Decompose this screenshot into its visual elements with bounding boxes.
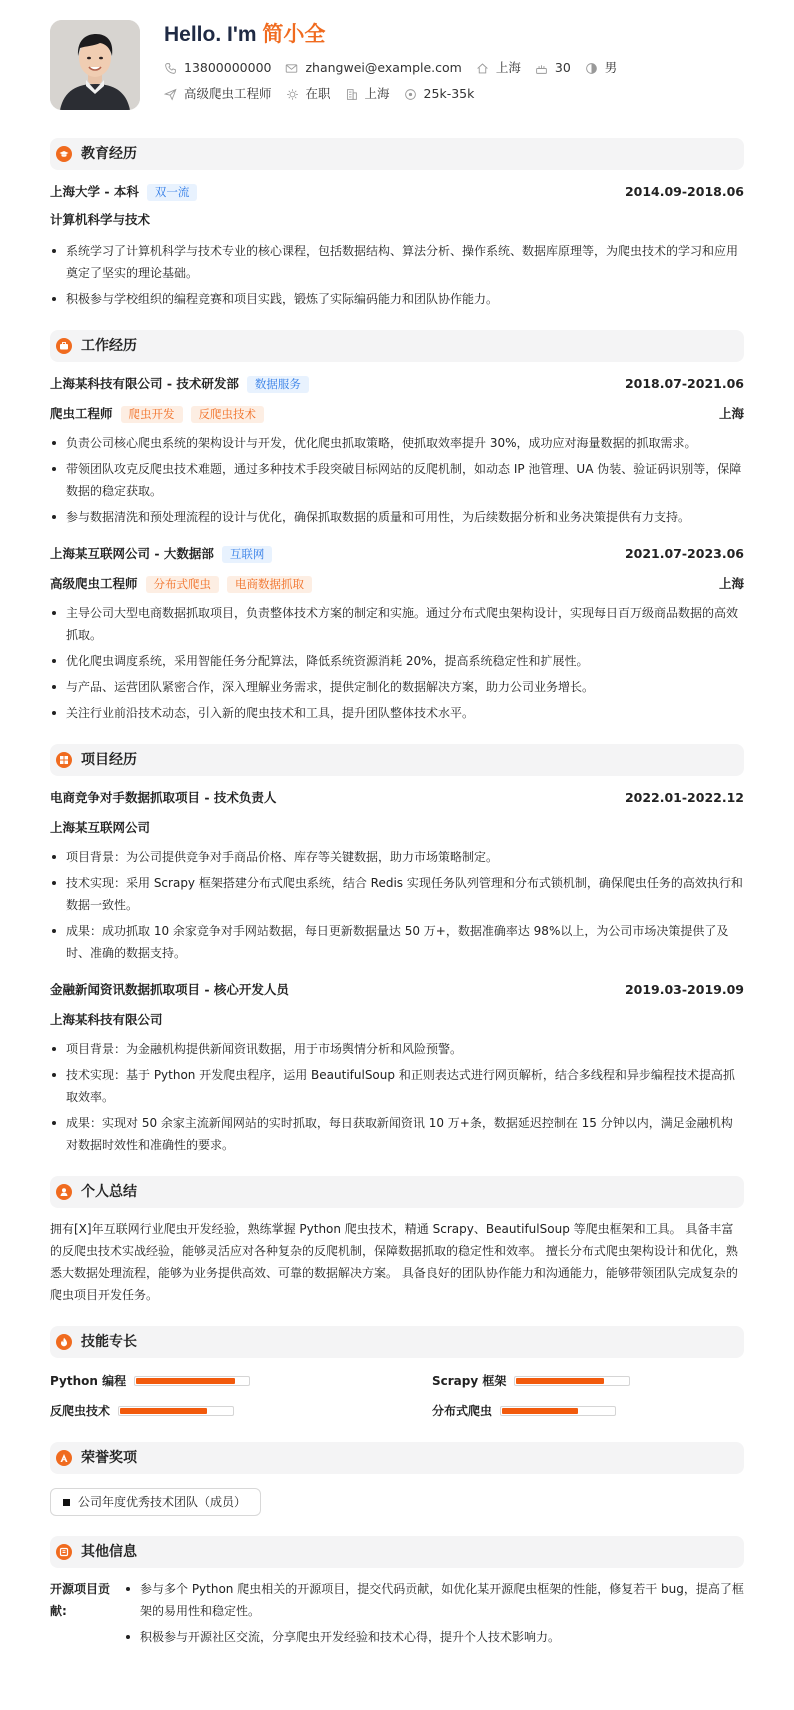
skill-bar [514,1376,630,1386]
home-icon [476,62,489,75]
gender-value: 男 [604,60,618,76]
project-entry [50,786,744,964]
section-title: 项目经历 [81,751,137,768]
honors-section [50,1442,744,1516]
user-icon [56,1184,72,1200]
skill-bar-fill [136,1378,235,1384]
other-label: 开源项目贡献: [50,1582,111,1618]
job-entry [50,372,744,528]
skill-label: 分布式爬虫 [432,1403,493,1418]
project-date: 2022.01-2022.12 [624,790,744,806]
projects-section [50,744,744,1156]
list-item: 技术实现：采用 Scrapy 框架搭建分布式爬虫系统，结合 Redis 实现任务队列管理和分布式锁机制，确保爬虫任务的高效执行和数据一致性。 [50,872,744,916]
email-address: zhangwei@example.com [305,60,462,76]
gender-icon [585,62,598,75]
list-item: 系统学习了计算机科学与技术专业的核心课程，包括数据结构、算法分析、操作系统、数据库原理等，为爬虫技术的学习和应用奠定了坚实的理论基础。 [50,240,744,284]
resume-header [50,20,744,112]
project-name: 电商竞争对手数据抓取项目 - 技术负责人 [50,790,277,806]
phone-number: 13800000000 [184,60,272,76]
greeting-title [164,22,631,48]
list-item: 带领团队攻克反爬虫技术难题，通过多种技术手段突破目标网站的反爬机制，如动态 IP 池管理、UA 伪装、验证码识别等，保障数据的稳定获取。 [50,458,744,502]
mail-icon [285,62,298,75]
job-role: 高级爬虫工程师 [50,576,138,592]
work-section [50,330,744,724]
salary-icon [404,88,417,101]
home-city: 上海 [495,60,521,76]
role-tag: 爬虫开发 [121,406,183,423]
target-position: 高级爬虫工程师 [184,86,272,102]
job-location: 上海 [718,406,744,422]
award-icon [56,1450,72,1466]
list-item: 成果：成功抓取 10 余家竞争对手网站数据，每日更新数据量达 50 万+，数据准确率达 98%以上，为公司市场决策提供了及时、准确的数据支持。 [50,920,744,964]
skill-bar-fill [516,1378,603,1384]
skill-bar [134,1376,250,1386]
honor-badge [50,1488,261,1516]
job-date: 2021.07-2023.06 [624,546,744,562]
education-date: 2014.09-2018.06 [624,184,744,200]
section-title: 荣誉奖项 [81,1449,137,1466]
education-section [50,138,744,310]
honor-text: 公司年度优秀技术团队（成员） [78,1494,247,1509]
list-item: 主导公司大型电商数据抓取项目，负责整体技术方案的制定和实施。通过分布式爬虫架构设计，实现每日百万级商品数据的高效抓取。 [50,602,744,646]
section-title: 其他信息 [81,1543,137,1560]
job-date: 2018.07-2021.06 [624,376,744,392]
section-title: 教育经历 [81,145,137,162]
list-item: 积极参与开源社区交流，分享爬虫开发经验和技术心得，提升个人技术影响力。 [124,1626,744,1648]
grid-icon [56,752,72,768]
skill-label: Scrapy 框架 [432,1373,507,1388]
skill-item [50,1370,397,1392]
employment-status: 在职 [305,86,331,102]
job-entry [50,542,744,724]
section-title: 个人总结 [81,1183,137,1200]
work-city: 上海 [364,86,390,102]
summary-text: 拥有[X]年互联网行业爬虫开发经验，熟练掌握 Python 爬虫技术，精通 Scrapy、BeautifulSoup 等爬虫框架和工具。 具备丰富的反爬虫技术实战经验，能够灵活应对各种复杂的反爬机制，保障数据抓取的稳定性和效率。 擅长分布式爬虫架构设计和优化，熟悉大数据处理流程，能够为业务提供高效、可靠的数据解决方案。 具备良好的团队协作能力和沟通能力，能够带领团队完成复杂的爬虫项目开发任务。 [50,1222,738,1302]
list-item: 技术实现：基于 Python 开发爬虫程序，运用 BeautifulSoup 和正则表达式进行网页解析，结合多线程和异步编程技术提高抓取效率。 [50,1064,744,1108]
skill-label: Python 编程 [50,1373,127,1388]
skill-item [397,1370,744,1392]
list-item: 参与数据清洗和预处理流程的设计与优化，确保抓取数据的质量和可用性，为后续数据分析和业务决策提供有力支持。 [50,506,744,528]
list-item: 优化爬虫调度系统，采用智能任务分配算法，降低系统资源消耗 20%，提高系统稳定性和扩展性。 [50,650,744,672]
list-item: 负责公司核心爬虫系统的架构设计与开发，优化爬虫抓取策略，使抓取效率提升 30%，成功应对海量数据的抓取需求。 [50,432,744,454]
skill-label: 反爬虫技术 [50,1403,111,1418]
avatar [50,20,140,110]
list-item: 积极参与学校组织的编程竞赛和项目实践，锻炼了实际编码能力和团队协作能力。 [50,288,744,310]
project-company: 上海某科技有限公司 [50,1012,163,1028]
flame-icon [56,1334,72,1350]
job-location: 上海 [718,576,744,592]
skill-item [50,1400,397,1422]
role-tag: 反爬虫技术 [191,406,265,423]
candidate-name: 简小全 [262,23,326,46]
skill-bar-fill [502,1408,578,1414]
company-tag: 数据服务 [247,376,309,393]
building-icon [345,88,358,101]
project-entry [50,978,744,1156]
company-name: 上海某科技有限公司 - 技术研发部 [50,376,239,392]
age-value: 30 [554,60,571,76]
job-role: 爬虫工程师 [50,406,113,422]
list-item: 关注行业前沿技术动态，引入新的爬虫技术和工具，提升团队整体技术水平。 [50,702,744,724]
role-tag: 电商数据抓取 [227,576,312,593]
project-name: 金融新闻资讯数据抓取项目 - 核心开发人员 [50,982,289,998]
briefcase-icon [56,338,72,354]
list-item: 参与多个 Python 爬虫相关的开源项目，提交代码贡献，如优化某开源爬虫框架的性能，修复若干 bug，提高了框架的易用性和稳定性。 [124,1578,744,1622]
info-icon [56,1544,72,1560]
section-title: 工作经历 [81,337,137,354]
skills-section [50,1326,744,1422]
list-item: 成果：实现对 50 余家主流新闻网站的实时抓取，每日获取新闻资讯 10 万+条，数据延迟控制在 15 分钟以内，满足金融机构对数据时效性和准确性的要求。 [50,1112,744,1156]
company-name: 上海某互联网公司 - 大数据部 [50,546,214,562]
project-company: 上海某互联网公司 [50,820,151,836]
phone-icon [164,62,177,75]
send-icon [164,88,177,101]
cake-icon [535,62,548,75]
summary-section [50,1176,744,1306]
skills-grid [50,1368,744,1422]
company-tag: 互联网 [222,546,273,563]
list-item: 项目背景：为金融机构提供新闻资讯数据，用于市场舆情分析和风险预警。 [50,1038,744,1060]
skill-bar [500,1406,616,1416]
list-item: 项目背景：为公司提供竞争对手商品价格、库存等关键数据，助力市场策略制定。 [50,846,744,868]
skill-bar [118,1406,234,1416]
project-date: 2019.03-2019.09 [624,982,744,998]
major: 计算机科学与技术 [50,212,151,228]
greeting-text: Hello. I'm [164,23,263,46]
school-name: 上海大学 - 本科 [50,184,139,200]
other-section [50,1536,744,1652]
role-tag: 分布式爬虫 [146,576,220,593]
list-item: 与产品、运营团队紧密合作，深入理解业务需求，提供定制化的数据解决方案，助力公司业务增长。 [50,676,744,698]
section-title: 技能专长 [81,1333,137,1350]
status-icon [286,88,299,101]
graduation-cap-icon [56,146,72,162]
skill-bar-fill [120,1408,207,1414]
square-bullet-icon [63,1499,70,1506]
school-tag: 双一流 [147,184,198,201]
skill-item [397,1400,744,1422]
expected-salary: 25k-35k [423,86,475,102]
